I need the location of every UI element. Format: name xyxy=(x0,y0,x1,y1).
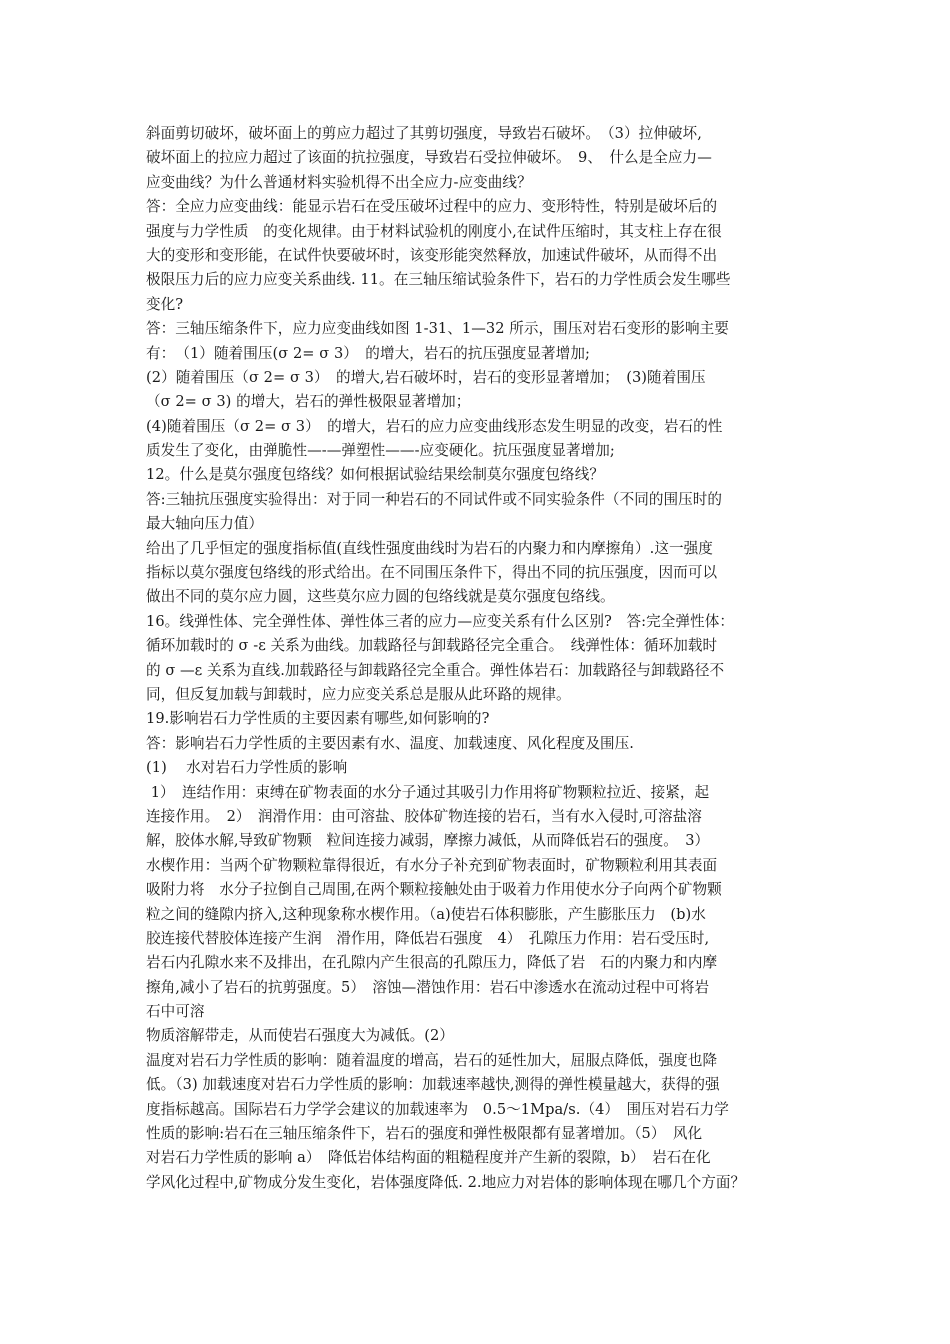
text-line: 质发生了变化，由弹脆性—-—弹塑性——-应变硬化。抗压强度显著增加; xyxy=(146,442,615,460)
text-line: 应变曲线？为什么普通材料实验机得不出全应力-应变曲线？ xyxy=(146,173,532,191)
text-line: (4)随着围压（σ 2= σ 3） 的增大，岩石的应力应变曲线形态发生明显的改变，岩石的性 xyxy=(146,417,723,435)
text-line: 水楔作用：当两个矿物颗粒靠得很近，有水分子补充到矿物表面时，矿物颗粒利用其表面 xyxy=(146,856,718,874)
text-line: 1） 连结作用：束缚在矿物表面的水分子通过其吸引力作用将矿物颗粒拉近、接紧，起 xyxy=(146,783,710,801)
text-line: 12。什么是莫尔强度包络线？如何根据试验结果绘制莫尔强度包络线？ xyxy=(146,466,604,484)
text-line: 学风化过程中,矿物成分发生变化，岩体强度降低. 2.地应力对岩体的影响体现在哪几个方面？ xyxy=(146,1173,746,1191)
text-line: 答:三轴抗压强度实验得出：对于同一种岩石的不同试件或不同实验条件（不同的围压时的 xyxy=(146,490,723,508)
text-line: (2）随着围压（σ 2= σ 3） 的增大,岩石破坏时，岩石的变形显著增加； (3)随着围压 xyxy=(146,368,706,386)
text-line: 擦角,减小了岩石的抗剪强度。5） 溶蚀—潜蚀作用：岩石中渗透水在流动过程中可将岩 xyxy=(146,978,710,996)
text-line: 石中可溶 xyxy=(146,1003,205,1021)
text-line: 性质的影响:岩石在三轴压缩条件下，岩石的强度和弹性极限都有显著增加。（5） 风化 xyxy=(146,1125,703,1143)
text-line: 温度对岩石力学性质的影响：随着温度的增高，岩石的延性加大，屈服点降低，强度也降 xyxy=(146,1051,718,1069)
text-line: 吸附力将 水分子拉倒自己周围,在两个颗粒接触处由于吸着力作用使水分子向两个矿物颗 xyxy=(146,881,722,899)
text-line: 做出不同的莫尔应力圆，这些莫尔应力圆的包络线就是莫尔强度包络线。 xyxy=(146,588,615,606)
text-line: 连接作用。 2） 润滑作用：由可溶盐、胶体矿物连接的岩石，当有水入侵时,可溶盐溶 xyxy=(146,807,702,825)
text-line: 大的变形和变形能，在试件快要破坏时，该变形能突然释放，加速试件破坏，从而得不出 xyxy=(146,246,718,264)
text-line: 斜面剪切破坏，破坏面上的剪应力超过了其剪切强度，导致岩石破坏。 （3）拉伸破坏, xyxy=(146,125,702,142)
text-line: 破坏面上的拉应力超过了该面的抗拉强度，导致岩石受拉伸破坏。 9、 什么是全应力— xyxy=(146,149,712,167)
text-line: 粒之间的缝隙内挤入,这种现象称水楔作用。（a)使岩石体积膨胀，产生膨胀压力 (b)水 xyxy=(146,905,706,923)
text-line: 答：全应力应变曲线：能显示岩石在受压破坏过程中的应力、变形特性，特别是破坏后的 xyxy=(146,198,718,216)
text-line: 有： （1）随着围压(σ 2= σ 3） 的增大，岩石的抗压强度显著增加; xyxy=(146,344,590,362)
text-line: 对岩石力学性质的影响 a） 降低岩体结构面的粗糙程度并产生新的裂隙，b） 岩石在化 xyxy=(146,1149,711,1167)
text-line: (1) 水对岩石力学性质的影响 xyxy=(146,759,348,777)
text-line: 答：影响岩石力学性质的主要因素有水、温度、加载速度、风化程度及围压. xyxy=(146,734,634,752)
text-line: 低。（3) 加载速度对岩石力学性质的影响：加载速率越快,测得的弹性模量越大，获得的强 xyxy=(146,1076,720,1094)
text-line: 同，但反复加载与卸载时，应力应变关系总是服从此环路的规律。 xyxy=(146,685,571,703)
text-line: 极限压力后的应力应变关系曲线. 11。在三轴压缩试验条件下，岩石的力学性质会发生哪些 xyxy=(146,271,731,289)
text-line: 给出了几乎恒定的强度指标值(直线性强度曲线时为岩石的内聚力和内摩擦角）.这一强度 xyxy=(146,539,713,557)
text-line: 指标以莫尔强度包络线的形式给出。在不同围压条件下，得出不同的抗压强度，因而可以 xyxy=(146,564,718,582)
document-body-text xyxy=(146,122,814,1195)
text-line: 变化? xyxy=(146,295,184,313)
text-line: 解，胶体水解,导致矿物颗 粒间连接力减弱，摩擦力减低，从而降低岩石的强度。 3） xyxy=(146,832,710,850)
text-line: 16。线弹性体、完全弹性体、弹性体三者的应力—应变关系有什么区别? 答:完全弹性体： xyxy=(146,612,734,630)
text-line: 岩石内孔隙水来不及排出，在孔隙内产生很高的孔隙压力，降低了岩 石的内聚力和内摩 xyxy=(146,954,718,972)
text-line: 最大轴向压力值） xyxy=(146,515,264,533)
text-line: 答：三轴压缩条件下，应力应变曲线如图 1-31、1—32 所示，围压对岩石变形的影响主要 xyxy=(146,320,729,338)
text-line: 强度与力学性质 的变化规律。由于材料试验机的刚度小,在试件压缩时，其支柱上存在很 xyxy=(146,222,722,240)
text-line: 的 σ —ε 关系为直线.加载路径与卸载路径完全重合。弹性体岩石：加载路径与卸载路径不 xyxy=(146,661,725,679)
text-line: 循环加载时的 σ -ε 关系为曲线。加载路径与卸载路径完全重合。 线弹性体：循环加载时 xyxy=(146,637,718,655)
text-line: 度指标越高。国际岩石力学学会建议的加载速率为 0.5～1Mpa/s.（4） 围压对岩石力学 xyxy=(146,1100,729,1118)
text-line: （σ 2= σ 3) 的增大，岩石的弹性极限显著增加； xyxy=(146,393,471,411)
text-line: 胶连接代替胶体连接产生润 滑作用，降低岩石强度 4） 孔隙压力作用：岩石受压时, xyxy=(146,929,710,947)
text-line: 物质溶解带走，从而使岩石强度大为减低。(2） xyxy=(146,1027,454,1045)
text-line: 19.影响岩石力学性质的主要因素有哪些,如何影响的? xyxy=(146,710,490,728)
